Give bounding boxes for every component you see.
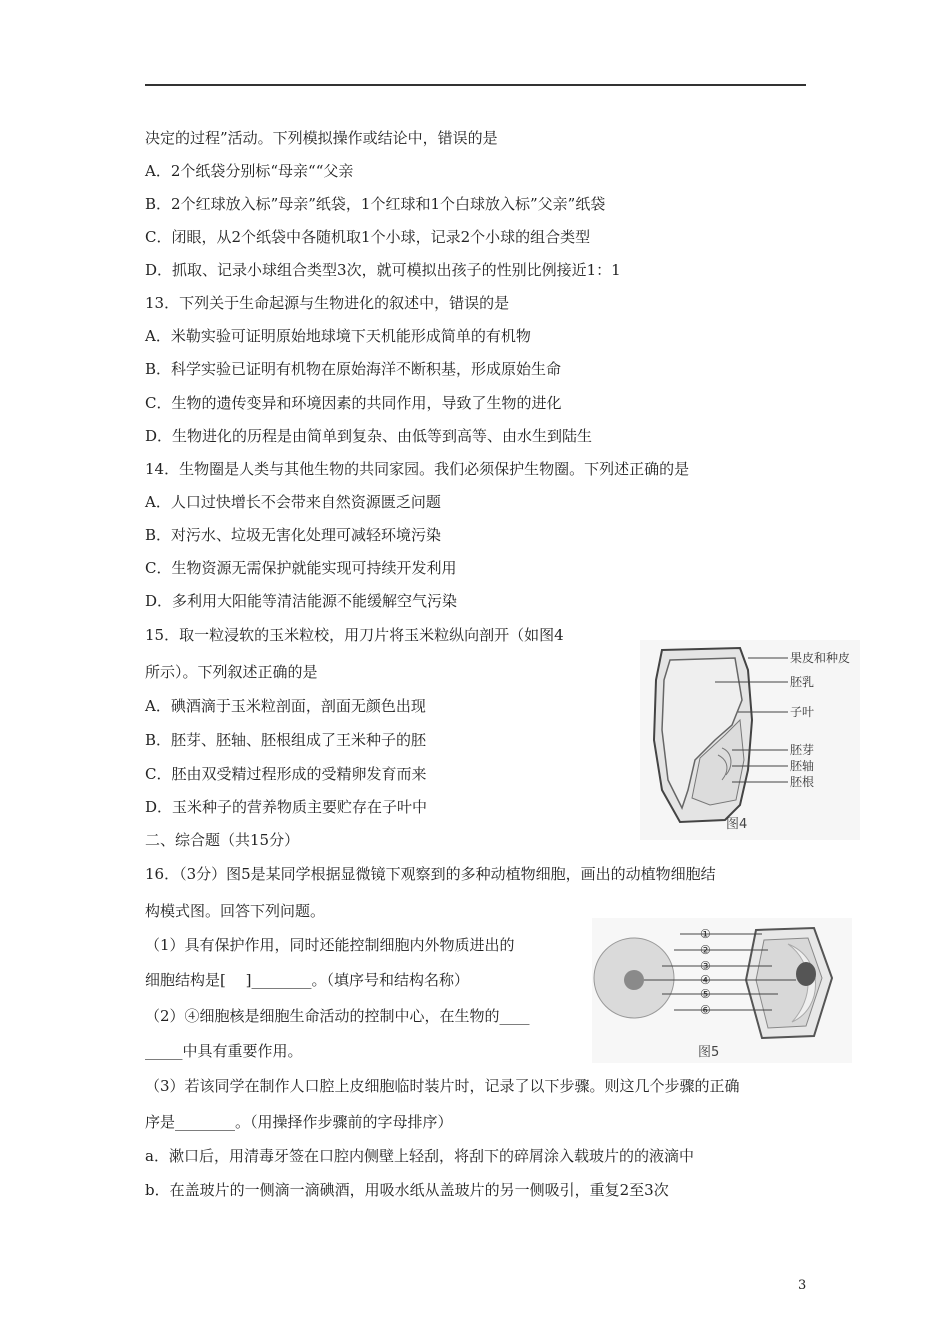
text-line: b．在盖玻片的一侧滴一滴碘酒，用吸水纸从盖玻片的另一侧吸引，重复2至3次 [145,1181,669,1199]
figure-4-label: 胚乳 [790,675,815,689]
text-line: C．胚由双受精过程形成的受精卵发育而来 [145,765,427,783]
text-line: D．抓取、记录小球组合类型3次，就可模拟出孩子的性别比例接近1：1 [145,261,621,279]
text-line: 决定的过程”活动。下列模拟操作或结论中，错误的是 [145,129,498,147]
text-line: 序是________。（用操择作步骤前的字母排序） [145,1113,453,1131]
figure-5-label: ③ [700,959,711,973]
figure-5-label: ① [700,927,711,941]
text-line: B．2个红球放入标”母亲”纸袋，1个红球和1个白球放入标”父亲”纸袋 [145,195,606,213]
text-line: B．胚芽、胚轴、胚根组成了王米种子的胚 [145,731,427,749]
text-line: C．生物的遗传变异和环境因素的共同作用，导致了生物的进化 [145,394,562,412]
figure-4-label: 胚根 [790,775,815,789]
figure-4-label: 子叶 [790,705,815,719]
text-line: （3）若该同学在制作人口腔上皮细胞临时装片时，记录了以下步骤。则这几个步骤的正确 [145,1077,740,1095]
text-line: D．玉米种子的营养物质主要贮存在子叶中 [145,798,428,816]
text-line: （1）具有保护作用，同时还能控制细胞内外物质进出的 [145,936,515,954]
text-line: （2）④细胞核是细胞生命活动的控制中心，在生物的____ [145,1007,530,1025]
text-line: C．闭眼，从2个纸袋中各随机取1个小球，记录2个小球的组合类型 [145,228,591,246]
figure-4-label: 胚芽 [790,743,815,757]
figure-4-label: 胚轴 [790,759,815,773]
page-number: 3 [798,1278,807,1293]
text-line: C．生物资源无需保护就能实现可持续开发利用 [145,559,457,577]
text-line: A．2个纸袋分别标“母亲““父亲 [145,162,354,180]
section-heading: 二、综合题（共15分） [145,831,300,849]
text-line: B．对污水、垃圾无害化处理可减轻环境污染 [145,526,442,544]
figure-5-cells [592,918,852,1063]
figure-5-label: ④ [700,973,711,987]
text-line: a．漱口后，用清毒牙签在口腔内侧壁上轻刮，将刮下的碎屑涂入载玻片的的液滴中 [145,1147,694,1165]
text-line: 细胞结构是[ ]________。（填序号和结构名称） [145,971,469,989]
figure-5-label: ⑤ [700,987,711,1001]
figure-5-label: ② [700,943,711,957]
question-15: 15．取一粒浸软的玉米粒校，用刀片将玉米粒纵向剖开（如图4 [145,626,564,644]
question-13: 13．下列关于生命起源与生物进化的叙述中，错误的是 [145,294,510,312]
figure-5-caption: 图5 [698,1045,720,1060]
text-line: A．碘酒滴于玉米粒剖面，剖面无颜色出现 [145,697,426,715]
text-line: B．科学实验已证明有机物在原始海洋不断积基，形成原始生命 [145,360,562,378]
text-line: A．米勒实验可证明原始地球境下天机能形成简单的有机物 [145,327,531,345]
text-line: 构模式图。回答下列问题。 [145,902,326,920]
figure-5-label: ⑥ [700,1003,711,1017]
text-line: A．人口过快增长不会带来自然资源匮乏问题 [145,493,441,511]
figure-4-corn-kernel [640,640,860,840]
figure-4-label: 果皮和种皮 [790,651,851,665]
header-rule [145,84,806,86]
text-line: 所示）。下列叙述正确的是 [145,663,318,681]
text-line: _____中具有重要作用。 [145,1042,303,1060]
figure-4-caption: 图4 [726,817,748,832]
question-16: 16．（3分）图5是某同学根据显微镜下观察到的多种动植物细胞，画出的动植物细胞结 [145,865,716,883]
text-line: D．生物进化的历程是由简单到复杂、由低等到高等、由水生到陆生 [145,427,593,445]
question-14: 14．生物圈是人类与其他生物的共同家园。我们必须保护生物圈。下列述正确的是 [145,460,690,478]
text-line: D．多利用大阳能等清洁能源不能缓解空气污染 [145,592,458,610]
